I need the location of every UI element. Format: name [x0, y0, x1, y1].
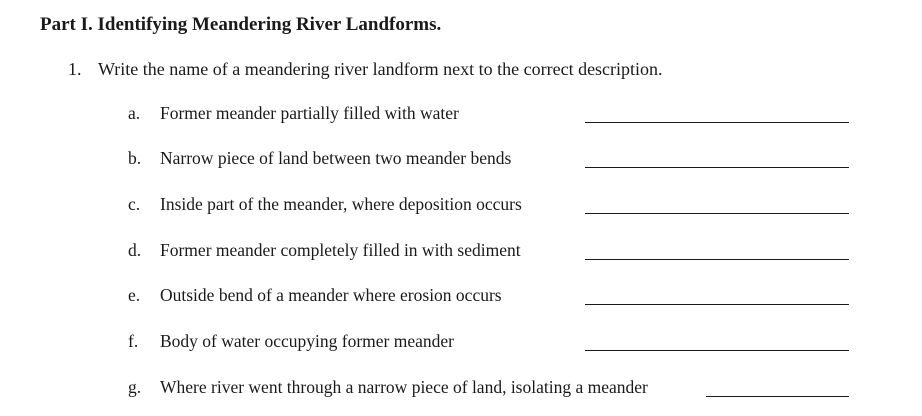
item-letter: d.	[128, 240, 142, 260]
item-description: Body of water occupying former meander	[160, 331, 454, 351]
answer-blank-e[interactable]	[585, 304, 849, 305]
item-letter: e.	[128, 285, 141, 305]
answer-blank-a[interactable]	[585, 122, 849, 123]
item-letter: f.	[128, 331, 139, 351]
item-letter: c.	[128, 194, 141, 214]
item-description: Where river went through a narrow piece of land, isolating a meander	[160, 377, 648, 397]
item-description: Former meander completely filled in with sediment	[160, 240, 521, 260]
answer-blank-g[interactable]	[706, 396, 849, 397]
item-description: Inside part of the meander, where deposition occurs	[160, 194, 522, 214]
item-description: Outside bend of a meander where erosion occurs	[160, 285, 502, 305]
section-title: Part I. Identifying Meandering River Landforms.	[40, 14, 442, 35]
answer-blank-f[interactable]	[585, 350, 849, 351]
item-letter: a.	[128, 103, 141, 123]
item-description: Former meander partially filled with water	[160, 103, 459, 123]
item-description: Narrow piece of land between two meander bends	[160, 148, 512, 168]
answer-blank-c[interactable]	[585, 213, 849, 214]
question-number: 1.	[68, 59, 82, 79]
item-letter: b.	[128, 148, 142, 168]
answer-blank-d[interactable]	[585, 259, 849, 260]
answer-blank-b[interactable]	[585, 167, 849, 168]
item-letter: g.	[128, 377, 142, 397]
question-text: Write the name of a meandering river landform next to the correct description.	[98, 59, 663, 79]
